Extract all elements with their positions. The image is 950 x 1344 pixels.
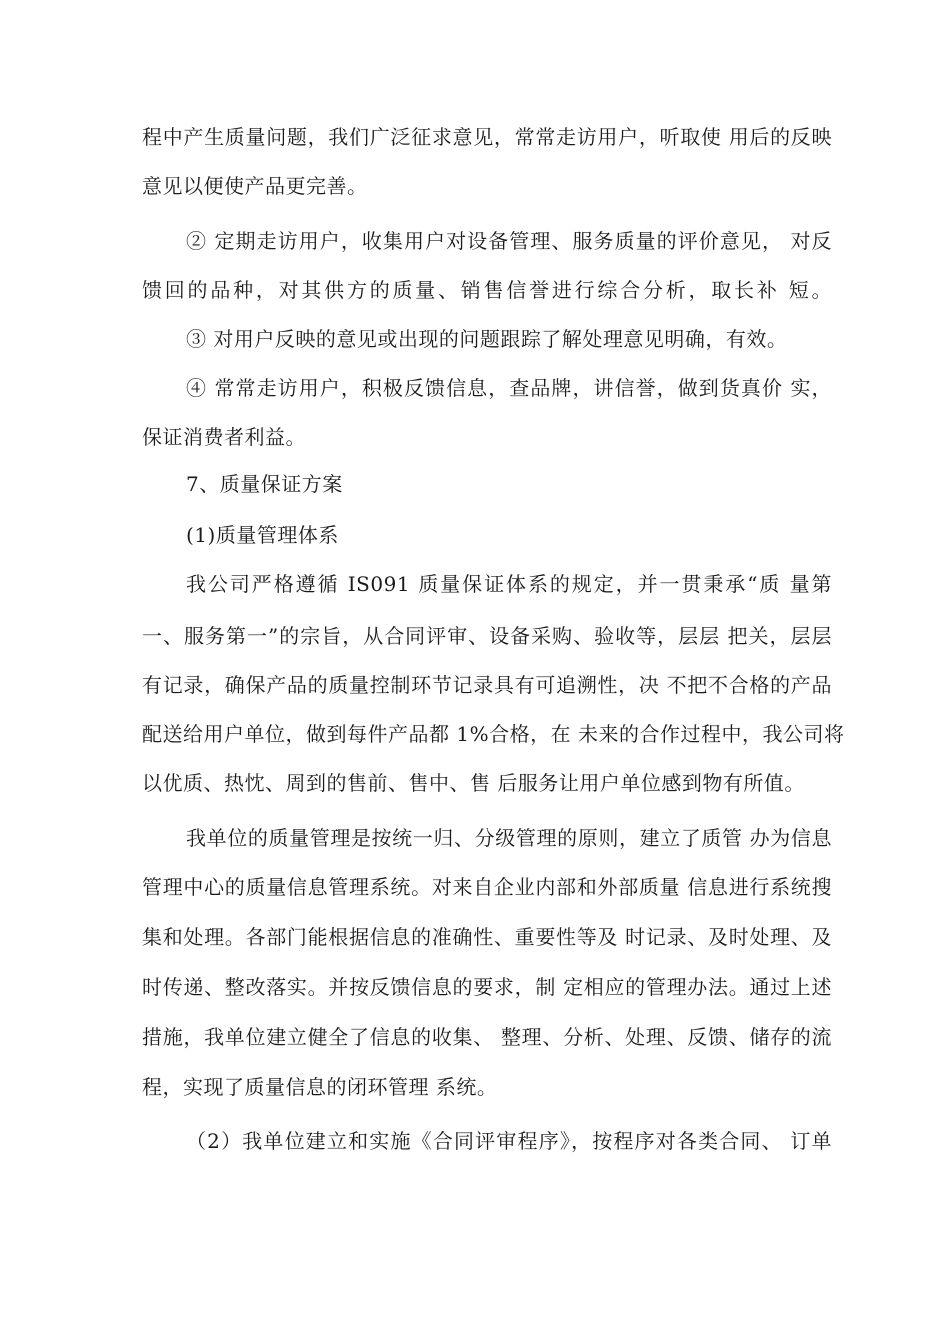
text-line: 馈回的品种，对其供方的质量、销售信誉进行综合分析，取长补 短。 [142,278,832,302]
text-line: 程中产生质量问题，我们广泛征求意见，常常走访用户，听取使 用后的反映 [142,125,832,149]
text-line: 意见以便使产品更完善。 [142,174,368,198]
text-line: 程，实现了质量信息的闭环管理 系统。 [142,1075,498,1099]
text-line: 我公司严格遵循 IS091 质量保证体系的规定，并一贯秉承“质 量第 [186,572,832,596]
text-line: 措施，我单位建立健全了信息的收集、 整理、分析、处理、反馈、储存的流 [142,1025,832,1049]
text-line: ② 定期走访用户，收集用户对设备管理、服务质量的评价意见， 对反 [186,229,832,253]
text-line: 有记录，确保产品的质量控制环节记录具有可追溯性，决 不把不合格的产品 [142,673,832,697]
text-line: 集和处理。各部门能根据信息的准确性、重要性等及 时记录、及时处理、及 [142,925,832,949]
text-line: 保证消费者利益。 [142,425,306,449]
text-line: ④ 常常走访用户，积极反馈信息，查品牌，讲信誉，做到货真价 实， [186,376,832,400]
text-line: 以优质、热忱、周到的售前、售中、售 后服务让用户单位感到物有所值。 [142,771,805,795]
text-line: ③ 对用户反映的意见或出现的问题跟踪了解处理意见明确，有效。 [186,327,788,351]
text-line: 管理中心的质量信息管理系统。对来自企业内部和外部质量 信息进行系统搜 [142,875,832,899]
section-heading: 7、质量保证方案 [186,472,343,496]
text-line: 一、服务第一”的宗旨，从合同评审、设备采购、验收等，层层 把关，层层 [142,624,832,648]
text-line: 时传递、整改落实。并按反馈信息的要求，制 定相应的管理办法。通过上述 [142,975,832,999]
text-line: 配送给用户单位，做到每件产品都 1%合格，在 未来的合作过程中，我公司将 [142,722,845,746]
subsection-heading: (1)质量管理体系 [186,523,339,547]
text-line: （2）我单位建立和实施《合同评审程序》，按程序对各类合同、 订单 [186,1129,832,1153]
text-line: 我单位的质量管理是按统一归、分级管理的原则，建立了质管 办为信息 [186,826,832,850]
